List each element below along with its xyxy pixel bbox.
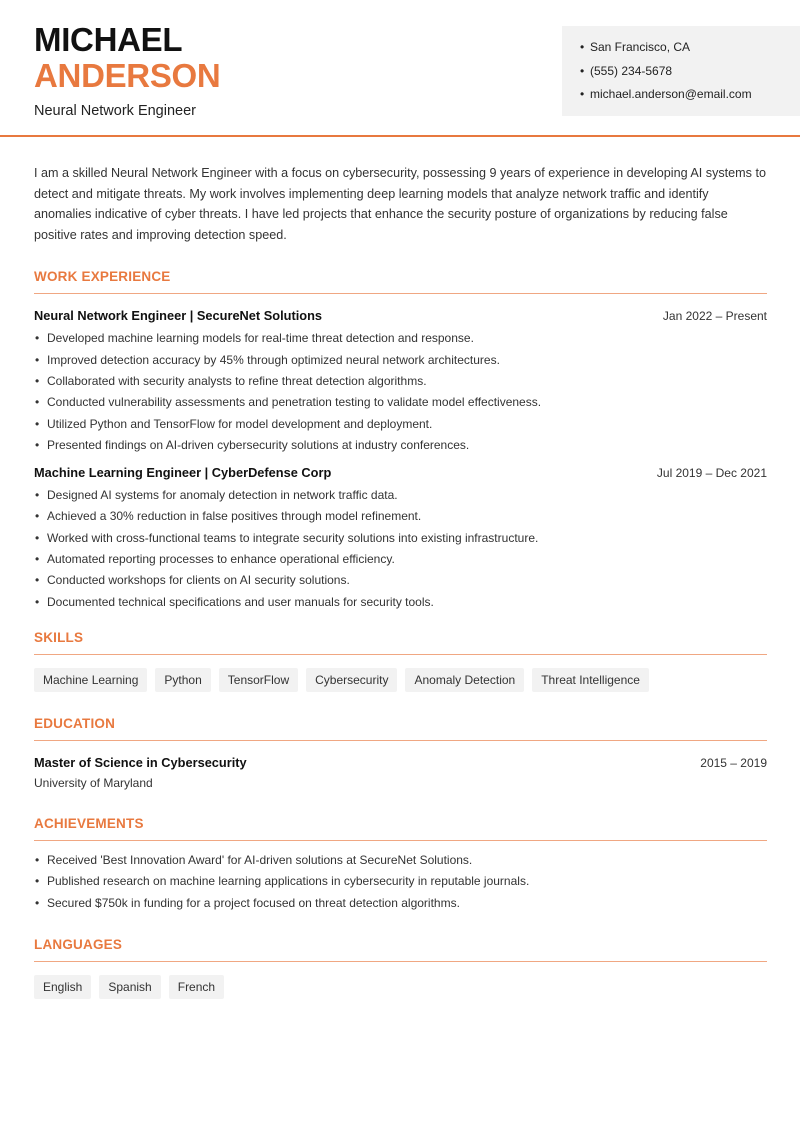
name-block [34, 22, 220, 119]
achievements-section [34, 816, 767, 917]
resume-body [34, 163, 767, 999]
education-section [34, 716, 767, 790]
contact-phone [580, 64, 800, 88]
section-title-work: WORK EXPERIENCE [34, 269, 767, 294]
language-tags [34, 975, 767, 999]
job-bullets [34, 488, 767, 616]
bullet-icon: • [580, 40, 585, 54]
contact-location-text: San Francisco, CA [590, 40, 691, 54]
summary: I am a skilled Neural Network Engineer with a focus on cybersecurity, possessing 9 years of experience in developing AI systems to detect and mitigate threats. My work involves implementing deep learning models that analyze network traffic and identify anomalies indicative of cyber threats. I have led projects that enhance the security posture of organizations by reducing false positive rates and improving detection speed. [34, 166, 766, 242]
section-title-languages: LANGUAGES [34, 937, 767, 962]
achievements-list [34, 853, 767, 917]
contact-box [562, 26, 800, 116]
section-title-education: EDUCATION [34, 716, 767, 741]
list-item: • Received 'Best Innovation Award' for AI-driven solutions at SecureNet Solutions. [34, 853, 767, 874]
skill-tag: Python [155, 668, 210, 692]
last-name: ANDERSON [34, 57, 221, 94]
contact-email [580, 87, 800, 111]
first-name: MICHAEL [34, 21, 183, 58]
contact-phone-text: (555) 234-5678 [590, 63, 673, 78]
job-title: Neural Network Engineer | SecureNet Solutions [34, 308, 323, 324]
languages-section [34, 937, 767, 999]
work-section [34, 269, 767, 616]
list-item: • Conducted vulnerability assessments and penetration testing to validate model effectiveness. [34, 395, 767, 416]
list-item: • Developed machine learning models for real-time threat detection and response. [34, 331, 767, 352]
school: University of Maryland [34, 775, 153, 790]
skill-tag: Cybersecurity [306, 668, 397, 692]
job-title: Machine Learning Engineer | CyberDefense Corp [34, 465, 332, 481]
list-item: • Collaborated with security analysts to refine threat detection algorithms. [34, 374, 767, 395]
job-bullets [34, 331, 767, 459]
list-item: • Presented findings on AI-driven cybersecurity solutions at industry conferences. [34, 438, 767, 459]
headline-title: Neural Network Engineer [34, 103, 196, 119]
skills-section [34, 630, 767, 692]
job-dates: Jul 2019 – Dec 2021 [656, 466, 767, 481]
list-item: • Improved detection accuracy by 45% through optimized neural network architectures. [34, 353, 767, 374]
language-tag: Spanish [99, 975, 160, 999]
list-item: • Utilized Python and TensorFlow for model development and deployment. [34, 417, 767, 438]
skills-tags [34, 668, 767, 692]
language-tag: English [34, 975, 91, 999]
list-item: • Published research on machine learning applications in cybersecurity in reputable journals. [34, 874, 767, 895]
degree: Master of Science in Cybersecurity [34, 754, 247, 770]
job-dates: Jan 2022 – Present [662, 309, 767, 324]
section-title-skills: SKILLS [34, 630, 767, 655]
list-item: • Documented technical specifications and user manuals for security tools. [34, 595, 767, 616]
list-item: • Automated reporting processes to enhance operational efficiency. [34, 552, 767, 573]
education-dates: 2015 – 2019 [700, 755, 767, 770]
list-item: • Worked with cross-functional teams to integrate security solutions into existing infrastructure. [34, 531, 767, 552]
education-entry [34, 755, 767, 790]
contact-email-text: michael.anderson@email.com [590, 87, 752, 101]
job-entry [34, 308, 767, 459]
skill-tag: Threat Intelligence [532, 668, 649, 692]
language-tag: French [169, 975, 224, 999]
job-entry [34, 465, 767, 616]
skill-tag: Anomaly Detection [405, 668, 524, 692]
list-item: • Conducted workshops for clients on AI security solutions. [34, 573, 767, 594]
skill-tag: TensorFlow [219, 668, 298, 692]
skill-tag: Machine Learning [34, 668, 147, 692]
bullet-icon: • [580, 63, 585, 78]
list-item: • Designed AI systems for anomaly detection in network traffic data. [34, 488, 767, 509]
list-item: • Achieved a 30% reduction in false positives through model refinement. [34, 509, 767, 530]
section-title-achievements: ACHIEVEMENTS [34, 816, 767, 841]
contact-location [580, 40, 800, 64]
resume-header [0, 0, 800, 137]
list-item: • Secured $750k in funding for a project focused on threat detection algorithms. [34, 896, 767, 917]
bullet-icon: • [580, 87, 585, 101]
